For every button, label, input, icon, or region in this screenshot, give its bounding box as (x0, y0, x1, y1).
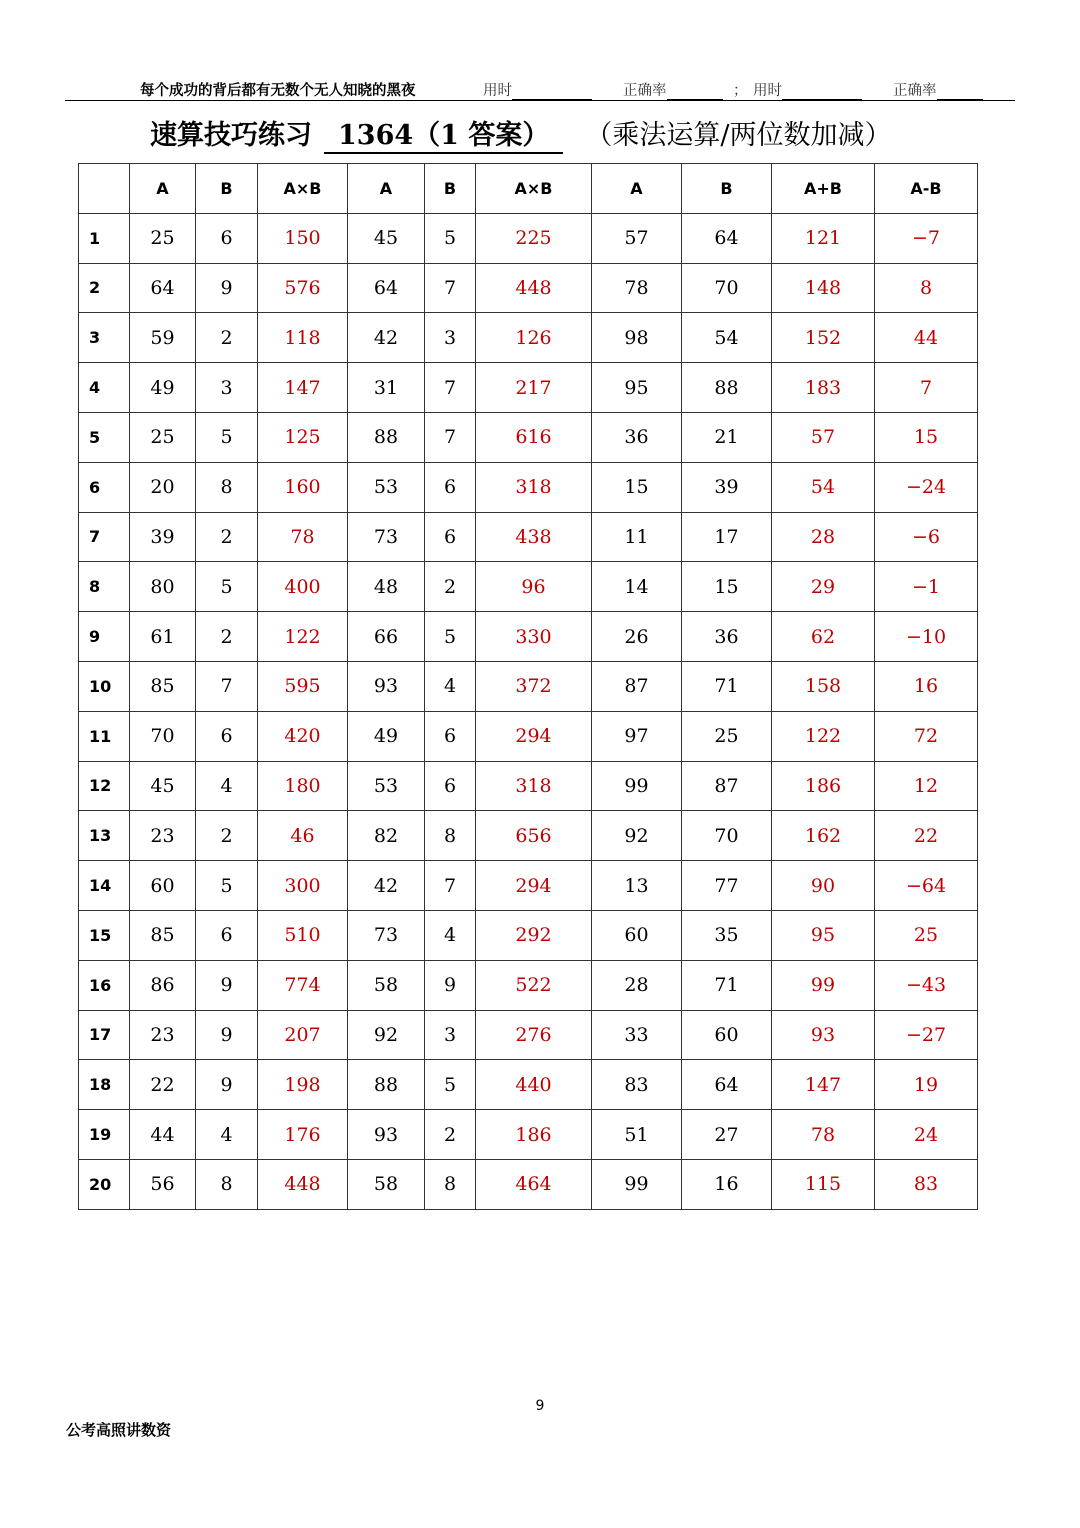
row-index: 16 (79, 960, 130, 1010)
table-row (79, 363, 978, 413)
answer-cell: 8 (875, 263, 978, 313)
operand-cell: 54 (682, 313, 772, 363)
column-header: A×B (258, 164, 348, 214)
accuracy-blank-1 (667, 85, 723, 100)
row-index: 4 (79, 363, 130, 413)
operand-cell: 5 (425, 612, 476, 662)
operand-cell: 83 (592, 1060, 682, 1110)
answer-cell: 121 (772, 213, 875, 263)
row-index: 2 (79, 263, 130, 313)
operand-cell: 4 (196, 1110, 258, 1160)
table-row (79, 412, 978, 462)
answer-cell: 72 (875, 711, 978, 761)
operand-cell: 36 (592, 412, 682, 462)
operand-cell: 60 (130, 861, 196, 911)
operand-cell: 7 (425, 412, 476, 462)
operand-cell: 60 (682, 1010, 772, 1060)
operand-cell: 2 (425, 562, 476, 612)
answer-cell: 294 (476, 711, 592, 761)
answer-cell: 152 (772, 313, 875, 363)
operand-cell: 6 (425, 512, 476, 562)
answer-cell: 99 (772, 960, 875, 1010)
answer-cell: −7 (875, 213, 978, 263)
operand-cell: 53 (348, 761, 425, 811)
header-motto: 每个成功的背后都有无数个无人知晓的黑夜 (140, 83, 416, 99)
operand-cell: 88 (348, 1060, 425, 1110)
operand-cell: 57 (592, 213, 682, 263)
answer-cell: 292 (476, 910, 592, 960)
operand-cell: 5 (196, 562, 258, 612)
operand-cell: 42 (348, 861, 425, 911)
answer-cell: 595 (258, 661, 348, 711)
operand-cell: 23 (130, 811, 196, 861)
answer-cell: 90 (772, 861, 875, 911)
operand-cell: 92 (592, 811, 682, 861)
operand-cell: 23 (130, 1010, 196, 1060)
answer-cell: 162 (772, 811, 875, 861)
answer-cell: 294 (476, 861, 592, 911)
row-index: 11 (79, 711, 130, 761)
operand-cell: 73 (348, 910, 425, 960)
operand-cell: 2 (196, 313, 258, 363)
answer-cell: 78 (772, 1110, 875, 1160)
operand-cell: 86 (130, 960, 196, 1010)
table-row (79, 1159, 978, 1209)
operand-cell: 2 (196, 811, 258, 861)
operand-cell: 85 (130, 661, 196, 711)
operand-cell: 7 (196, 661, 258, 711)
operand-cell: 64 (682, 213, 772, 263)
operand-cell: 98 (592, 313, 682, 363)
operand-cell: 31 (348, 363, 425, 413)
operand-cell: 20 (130, 462, 196, 512)
operand-cell: 26 (592, 612, 682, 662)
answer-cell: 276 (476, 1010, 592, 1060)
row-index: 20 (79, 1159, 130, 1209)
column-header: B (682, 164, 772, 214)
column-header: A (348, 164, 425, 214)
answer-cell: 22 (875, 811, 978, 861)
answer-cell: 656 (476, 811, 592, 861)
operand-cell: 6 (425, 761, 476, 811)
row-index: 6 (79, 462, 130, 512)
answer-cell: 29 (772, 562, 875, 612)
row-index: 5 (79, 412, 130, 462)
operand-cell: 80 (130, 562, 196, 612)
answer-cell: 147 (258, 363, 348, 413)
operand-cell: 42 (348, 313, 425, 363)
operand-cell: 82 (348, 811, 425, 861)
answer-cell: 198 (258, 1060, 348, 1110)
operand-cell: 88 (348, 412, 425, 462)
row-index: 12 (79, 761, 130, 811)
time-blank-1 (512, 85, 592, 100)
answer-cell: 95 (772, 910, 875, 960)
operand-cell: 53 (348, 462, 425, 512)
answer-cell: 150 (258, 213, 348, 263)
operand-cell: 56 (130, 1159, 196, 1209)
operand-cell: 49 (130, 363, 196, 413)
footer-label: 公考高照讲数资 (66, 1421, 172, 1439)
column-header: A (592, 164, 682, 214)
operand-cell: 7 (425, 363, 476, 413)
answer-cell: 96 (476, 562, 592, 612)
operand-cell: 85 (130, 910, 196, 960)
operand-cell: 4 (196, 761, 258, 811)
answer-cell: 318 (476, 462, 592, 512)
operand-cell: 17 (682, 512, 772, 562)
operand-cell: 64 (348, 263, 425, 313)
answer-cell: 318 (476, 761, 592, 811)
operand-cell: 39 (682, 462, 772, 512)
operand-cell: 88 (682, 363, 772, 413)
answer-cell: 176 (258, 1110, 348, 1160)
operand-cell: 8 (425, 811, 476, 861)
operand-cell: 25 (682, 711, 772, 761)
answer-cell: 616 (476, 412, 592, 462)
title-subtitle: （乘法运算/两位数加减） (585, 120, 892, 151)
answer-cell: 160 (258, 462, 348, 512)
operand-cell: 36 (682, 612, 772, 662)
table-row (79, 462, 978, 512)
operand-cell: 5 (425, 213, 476, 263)
operand-cell: 78 (592, 263, 682, 313)
answer-cell: 54 (772, 462, 875, 512)
operand-cell: 7 (425, 861, 476, 911)
answer-cell: 207 (258, 1010, 348, 1060)
separator: ； (733, 83, 748, 99)
row-index: 7 (79, 512, 130, 562)
operand-cell: 71 (682, 960, 772, 1010)
table-row (79, 861, 978, 911)
operand-cell: 97 (592, 711, 682, 761)
row-index: 13 (79, 811, 130, 861)
operand-cell: 33 (592, 1010, 682, 1060)
answer-cell: 57 (772, 412, 875, 462)
operand-cell: 2 (425, 1110, 476, 1160)
answer-cell: 62 (772, 612, 875, 662)
operand-cell: 99 (592, 1159, 682, 1209)
table-row (79, 711, 978, 761)
answer-cell: 12 (875, 761, 978, 811)
operand-cell: 15 (592, 462, 682, 512)
operand-cell: 8 (425, 1159, 476, 1209)
table-row (79, 213, 978, 263)
answer-cell: 19 (875, 1060, 978, 1110)
answer-cell: 217 (476, 363, 592, 413)
answer-cell: −1 (875, 562, 978, 612)
answer-cell: 448 (476, 263, 592, 313)
answer-cell: 158 (772, 661, 875, 711)
answer-cell: 420 (258, 711, 348, 761)
operand-cell: 7 (425, 263, 476, 313)
operand-cell: 87 (682, 761, 772, 811)
table-row (79, 761, 978, 811)
answer-cell: 438 (476, 512, 592, 562)
operand-cell: 25 (130, 412, 196, 462)
title-code: 1364（1 答案） (324, 113, 563, 154)
operand-cell: 6 (196, 910, 258, 960)
time-field-1: 用时 (483, 79, 592, 100)
operand-cell: 58 (348, 1159, 425, 1209)
operand-cell: 70 (682, 811, 772, 861)
operand-cell: 58 (348, 960, 425, 1010)
page-header (65, 78, 1015, 101)
operand-cell: 8 (196, 462, 258, 512)
time-field-2: 用时 (753, 79, 862, 100)
answer-cell: 225 (476, 213, 592, 263)
operand-cell: 45 (130, 761, 196, 811)
column-header: A×B (476, 164, 592, 214)
answer-cell: 122 (258, 612, 348, 662)
answer-cell: 24 (875, 1110, 978, 1160)
column-header: A (130, 164, 196, 214)
answer-cell: 774 (258, 960, 348, 1010)
operand-cell: 93 (348, 1110, 425, 1160)
time-blank-2 (782, 85, 862, 100)
table-row (79, 263, 978, 313)
operand-cell: 44 (130, 1110, 196, 1160)
column-header: A+B (772, 164, 875, 214)
table-row (79, 1010, 978, 1060)
header-row (79, 164, 978, 214)
answer-cell: 464 (476, 1159, 592, 1209)
operand-cell: 14 (592, 562, 682, 612)
answer-cell: 510 (258, 910, 348, 960)
operand-cell: 9 (196, 1060, 258, 1110)
operand-cell: 60 (592, 910, 682, 960)
operand-cell: 8 (196, 1159, 258, 1209)
answer-table (78, 163, 978, 1210)
row-index: 3 (79, 313, 130, 363)
operand-cell: 99 (592, 761, 682, 811)
answer-cell: −43 (875, 960, 978, 1010)
column-header: B (196, 164, 258, 214)
operand-cell: 95 (592, 363, 682, 413)
answer-cell: 83 (875, 1159, 978, 1209)
operand-cell: 2 (196, 512, 258, 562)
table-row (79, 512, 978, 562)
answer-cell: 126 (476, 313, 592, 363)
column-header: A-B (875, 164, 978, 214)
answer-cell: 93 (772, 1010, 875, 1060)
answer-cell: 7 (875, 363, 978, 413)
operand-cell: 45 (348, 213, 425, 263)
answer-cell: 576 (258, 263, 348, 313)
operand-cell: 6 (425, 711, 476, 761)
answer-cell: 400 (258, 562, 348, 612)
operand-cell: 6 (196, 711, 258, 761)
answer-cell: 183 (772, 363, 875, 413)
operand-cell: 25 (130, 213, 196, 263)
answer-cell: −24 (875, 462, 978, 512)
operand-cell: 21 (682, 412, 772, 462)
operand-cell: 77 (682, 861, 772, 911)
answer-cell: 148 (772, 263, 875, 313)
row-index: 17 (79, 1010, 130, 1060)
answer-cell: 28 (772, 512, 875, 562)
answer-cell: 25 (875, 910, 978, 960)
operand-cell: 28 (592, 960, 682, 1010)
table-row (79, 313, 978, 363)
operand-cell: 4 (425, 910, 476, 960)
answer-cell: 115 (772, 1159, 875, 1209)
table-row (79, 960, 978, 1010)
row-index: 19 (79, 1110, 130, 1160)
answer-cell: 15 (875, 412, 978, 462)
operand-cell: 6 (425, 462, 476, 512)
answer-cell: 16 (875, 661, 978, 711)
operand-cell: 64 (682, 1060, 772, 1110)
operand-cell: 5 (196, 412, 258, 462)
accuracy-field-1: 正确率 (623, 79, 723, 100)
column-header (79, 164, 130, 214)
operand-cell: 49 (348, 711, 425, 761)
operand-cell: 51 (592, 1110, 682, 1160)
operand-cell: 71 (682, 661, 772, 711)
answer-cell: −27 (875, 1010, 978, 1060)
answer-cell: 186 (476, 1110, 592, 1160)
answer-cell: 330 (476, 612, 592, 662)
operand-cell: 3 (196, 363, 258, 413)
answer-cell: 300 (258, 861, 348, 911)
operand-cell: 59 (130, 313, 196, 363)
operand-cell: 61 (130, 612, 196, 662)
operand-cell: 73 (348, 512, 425, 562)
table-body (79, 213, 978, 1209)
answer-cell: 522 (476, 960, 592, 1010)
accuracy-field-2: 正确率 (893, 79, 983, 100)
operand-cell: 70 (130, 711, 196, 761)
operand-cell: 22 (130, 1060, 196, 1110)
operand-cell: 39 (130, 512, 196, 562)
operand-cell: 27 (682, 1110, 772, 1160)
answer-cell: −64 (875, 861, 978, 911)
answer-cell: 372 (476, 661, 592, 711)
operand-cell: 5 (196, 861, 258, 911)
operand-cell: 48 (348, 562, 425, 612)
operand-cell: 2 (196, 612, 258, 662)
column-header: B (425, 164, 476, 214)
answer-cell: 180 (258, 761, 348, 811)
row-index: 18 (79, 1060, 130, 1110)
operand-cell: 93 (348, 661, 425, 711)
operand-cell: 5 (425, 1060, 476, 1110)
answer-cell: 46 (258, 811, 348, 861)
answer-cell: 125 (258, 412, 348, 462)
table-row (79, 1060, 978, 1110)
answer-cell: 118 (258, 313, 348, 363)
operand-cell: 9 (196, 1010, 258, 1060)
operand-cell: 16 (682, 1159, 772, 1209)
answer-cell: 78 (258, 512, 348, 562)
table-row (79, 910, 978, 960)
operand-cell: 11 (592, 512, 682, 562)
table-row (79, 612, 978, 662)
row-index: 1 (79, 213, 130, 263)
operand-cell: 35 (682, 910, 772, 960)
operand-cell: 70 (682, 263, 772, 313)
row-index: 9 (79, 612, 130, 662)
answer-cell: 440 (476, 1060, 592, 1110)
operand-cell: 9 (196, 960, 258, 1010)
answer-cell: −6 (875, 512, 978, 562)
row-index: 15 (79, 910, 130, 960)
answer-cell: 122 (772, 711, 875, 761)
answer-cell: −10 (875, 612, 978, 662)
table-row (79, 811, 978, 861)
answer-cell: 186 (772, 761, 875, 811)
operand-cell: 3 (425, 313, 476, 363)
operand-cell: 9 (425, 960, 476, 1010)
operand-cell: 9 (196, 263, 258, 313)
row-index: 8 (79, 562, 130, 612)
answer-cell: 448 (258, 1159, 348, 1209)
row-index: 10 (79, 661, 130, 711)
operand-cell: 66 (348, 612, 425, 662)
answer-cell: 147 (772, 1060, 875, 1110)
title-main: 速算技巧练习 (150, 120, 312, 151)
operand-cell: 87 (592, 661, 682, 711)
table-row (79, 562, 978, 612)
operand-cell: 4 (425, 661, 476, 711)
accuracy-blank-2 (937, 85, 983, 100)
operand-cell: 92 (348, 1010, 425, 1060)
operand-cell: 13 (592, 861, 682, 911)
page-number: 9 (535, 1398, 545, 1414)
operand-cell: 3 (425, 1010, 476, 1060)
operand-cell: 6 (196, 213, 258, 263)
operand-cell: 15 (682, 562, 772, 612)
operand-cell: 64 (130, 263, 196, 313)
answer-cell: 44 (875, 313, 978, 363)
table-row (79, 1110, 978, 1160)
table-row (79, 661, 978, 711)
row-index: 14 (79, 861, 130, 911)
page-title (150, 113, 891, 154)
